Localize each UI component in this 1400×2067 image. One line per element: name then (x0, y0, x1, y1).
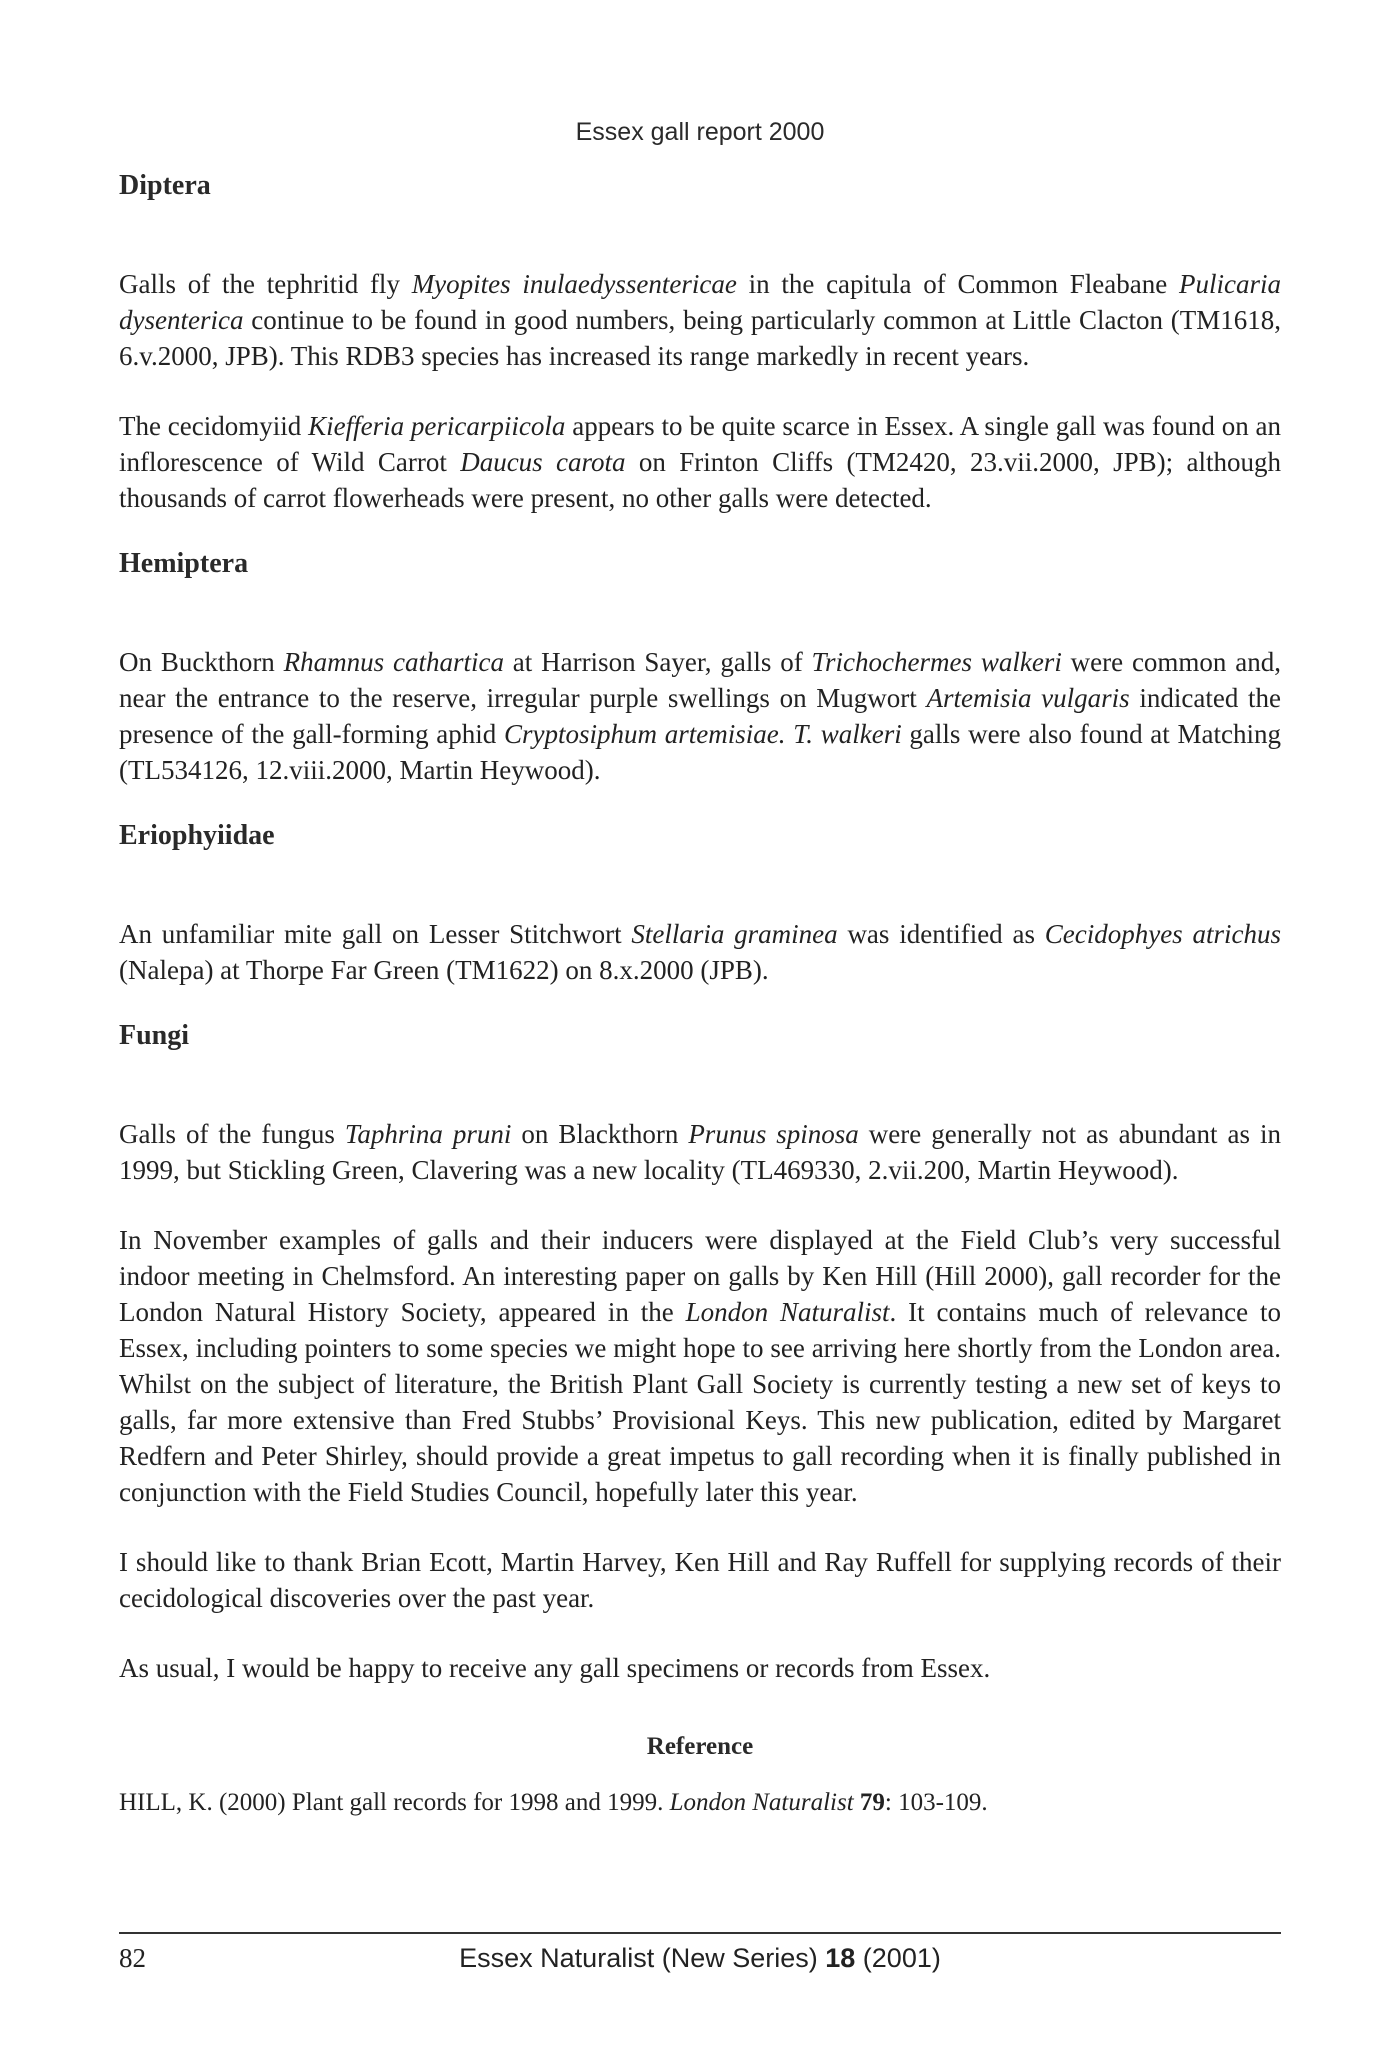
text-run: was identified as (837, 919, 1045, 949)
text-run: in the capitula of Common Fleabane (736, 269, 1179, 299)
species-name: Rhamnus cathartica (283, 647, 504, 677)
text-run: indicated the presence of the gall-forming aphid (119, 683, 1281, 749)
text-run: Galls of the tephritid fly (119, 269, 412, 299)
reference-entry (119, 1786, 1281, 1820)
section-heading-diptera: Diptera (119, 170, 211, 201)
text-run: In November examples of galls and their inducers were displayed at the Field Club’s very successful indoor meeting in Chelmsford. An interesting paper on galls by Ken Hill (Hill 2000), gall recorder for the London Natural History Society, appeared in the (119, 1225, 1281, 1327)
text-run: galls were also found at Matching (TL534126, 12.viii.2000, Martin Heywood). (119, 719, 1281, 785)
text-run: : 103-109. (884, 1789, 988, 1816)
publication-title: London Naturalist (685, 1297, 890, 1327)
text-run: (Nalepa) at Thorpe Far Green (TM1622) on 8.x.2000 (JPB). (119, 955, 769, 985)
species-name: Trichochermes walkeri (811, 647, 1062, 677)
journal-volume: 18 (825, 1943, 856, 1973)
article-body (119, 168, 1281, 1820)
paragraph-diptera-1 (119, 266, 1281, 374)
text-run: . It contains much of relevance to Essex, including pointers to some species we might hope to see arriving here shortly from the London area. Whilst on the subject of literature, the British Plant Gall Society is currently testing a new set of keys to galls, far more extensive than Fred Stubbs’ Provisional Keys. This new publication, edited by Margaret Redfern and Peter Shirley, should provide a great impetus to gall recording when it is finally published in conjunction with the Field Studies Council, hopefully later this year. (119, 1297, 1281, 1507)
footer-divider (119, 1932, 1281, 1934)
paragraph-hemiptera-1 (119, 644, 1281, 788)
section-heading-fungi: Fungi (119, 1020, 190, 1051)
species-name: Stellaria graminea (631, 919, 838, 949)
volume-number: 79 (859, 1789, 885, 1816)
text-run: were common and, near the entrance to the reserve, irregular purple swellings on Mugwort (119, 647, 1281, 713)
page-number: 82 (119, 1943, 146, 1973)
text-run: on Frinton Cliffs (TM2420, 23.vii.2000, JPB); although thousands of carrot flowerheads were present, no other galls were detected. (119, 447, 1281, 513)
section-heading-hemiptera: Hemiptera (119, 548, 249, 579)
text-run: Galls of the fungus (119, 1119, 345, 1149)
text-run: were generally not as abundant as in 1999, but Stickling Green, Clavering was a new locality (TL469330, 2.vii.200, Martin Heywood). (119, 1119, 1281, 1185)
text-run: The cecidomyiid (119, 411, 309, 441)
running-header: Essex gall report 2000 (575, 118, 825, 146)
text-run: on Blackthorn (511, 1119, 689, 1149)
species-name: Daucus carota (460, 447, 626, 477)
text-run: at Harrison Sayer, galls of (503, 647, 812, 677)
journal-year: (2001) (855, 1943, 941, 1973)
text-run: HILL, K. (2000) Plant gall records for 1998 and 1999. (119, 1789, 670, 1816)
section-heading-eriophyiidae: Eriophyiidae (119, 820, 275, 851)
species-name: Prunus spinosa (688, 1119, 859, 1149)
publication-title: London Naturalist (669, 1789, 854, 1816)
page-footer (119, 1940, 1281, 1980)
species-name: Kiefferia pericarpiicola (308, 411, 566, 441)
paragraph-eriophyiidae-1 (119, 916, 1281, 988)
paragraph-acknowledgements: I should like to thank Brian Ecott, Martin Harvey, Ken Hill and Ray Ruffell for supplying records of their cecidological discoveries over the past year. (119, 1547, 1281, 1613)
species-name: Pulicaria dysenterica (119, 269, 1281, 335)
text-run: An unfamiliar mite gall on Lesser Stitchwort (119, 919, 632, 949)
species-name: Taphrina pruni (344, 1119, 512, 1149)
text-run: On Buckthorn (119, 647, 284, 677)
text-run: continue to be found in good numbers, being particularly common at Little Clacton (TM1618, 6.v.2000, JPB). This RDB3 species has increased its range markedly in recent years. (119, 305, 1281, 371)
journal-citation (119, 1940, 1281, 1976)
paragraph-diptera-2 (119, 408, 1281, 516)
species-name: Cryptosiphum artemisiae. T. walkeri (504, 719, 902, 749)
paragraph-fungi-2 (119, 1222, 1281, 1510)
species-name: Myopites inulaedyssentericae (411, 269, 737, 299)
text-run: appears to be quite scarce in Essex. A single gall was found on an inflorescence of Wild Carrot (119, 411, 1281, 477)
reference-heading: Reference (646, 1733, 754, 1760)
species-name: Artemisia vulgaris (926, 683, 1130, 713)
paragraph-fungi-1 (119, 1116, 1281, 1188)
species-name: Cecidophyes atrichus (1044, 919, 1281, 949)
paragraph-closing: As usual, I would be happy to receive any gall specimens or records from Essex. (119, 1653, 991, 1683)
journal-title: Essex Naturalist (New Series) (459, 1943, 826, 1973)
